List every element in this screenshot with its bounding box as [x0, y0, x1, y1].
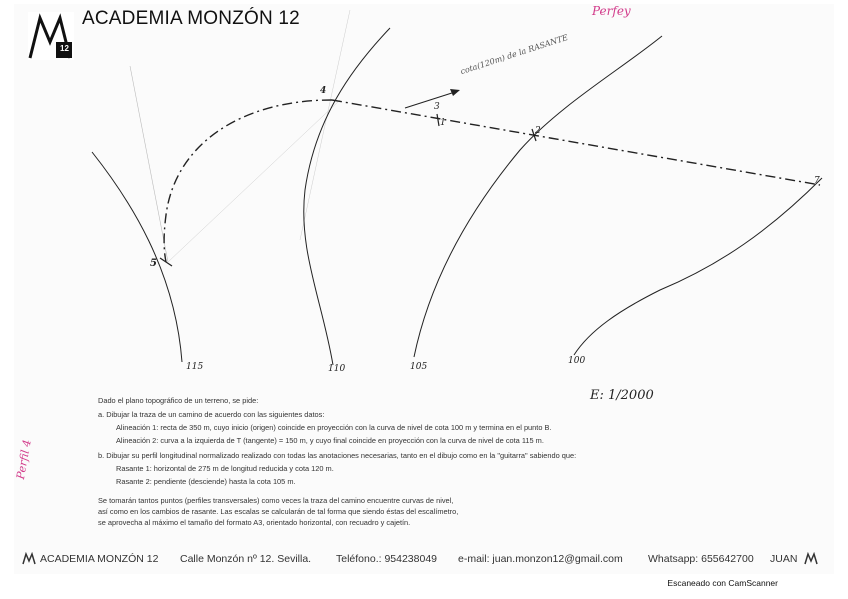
contour-label-110: 110 — [328, 364, 346, 374]
contour-100 — [574, 178, 822, 355]
road-alignment-straight — [332, 100, 820, 185]
construction-line — [300, 10, 350, 240]
footer-author-logo-icon — [804, 552, 818, 565]
contour-115 — [92, 152, 182, 362]
scale-label: E: 1/2000 — [590, 388, 654, 403]
note-rasante: cota(120m) de la RASANTE — [459, 32, 570, 77]
construction-line — [168, 100, 340, 262]
page-title: ACADEMIA MONZÓN 12 — [82, 8, 300, 29]
statement-intro: Dado el plano topográfico de un terreno, se pide: — [98, 396, 259, 405]
statement-a1: Alineación 1: recta de 350 m, cuyo inicio (origen) coincide en proyección con la curva de nivel de cota 100 m y termina en el punto B. — [116, 423, 552, 432]
note-arrowhead — [450, 89, 460, 96]
point-5: 5 — [150, 258, 157, 269]
point-7: 7 — [814, 176, 820, 186]
contour-label-105: 105 — [410, 362, 428, 372]
note-arrow — [405, 92, 455, 108]
footer-address: Calle Monzón nº 12. Sevilla. — [180, 553, 312, 565]
statement-a2: Alineación 2: curva a la izquierda de T (tangente) = 150 m, y cuyo final coincide en proyección con la curva de nivel de cota 115 m. — [116, 436, 544, 445]
scanner-watermark: Escaneado con CamScanner — [667, 578, 778, 588]
tag-top: Perfey — [592, 4, 631, 18]
point-1: 1 — [440, 118, 446, 128]
point-3: 3 — [434, 102, 440, 112]
contour-label-115: 115 — [186, 362, 204, 372]
statement-note2: así como en los cambios de rasante. Las escalas se calcularán de tal forma que siendo éstas del escalímetro, — [98, 507, 459, 516]
statement-b2: Rasante 2: pendiente (desciende) hasta la cota 105 m. — [116, 477, 296, 486]
footer-email: e-mail: juan.monzon12@gmail.com — [458, 553, 623, 565]
statement-note1: Se tomarán tantos puntos (perfiles transversales) como veces la traza del camino encuentre curvas de nivel, — [98, 496, 454, 505]
logo-badge: 12 — [60, 44, 69, 53]
statement-note3: se aprovecha al máximo el tamaño del formato A3, orientado horizontal, con recuadro y cajetín. — [98, 518, 411, 527]
point-4: 4 — [320, 86, 327, 96]
footer-phone: Teléfono.: 954238049 — [336, 553, 438, 565]
statement-b: b. Dibujar su perfil longitudinal normalizado realizado con todas las anotaciones necesarias, tanto en el dibujo como en la "guitarra" sabiendo que: — [98, 451, 577, 460]
contour-label-100: 100 — [568, 356, 586, 366]
tag-side: Perfil 4 — [14, 438, 34, 481]
statement-a: a. Dibujar la traza de un camino de acuerdo con las siguientes datos: — [98, 410, 325, 419]
statement-b1: Rasante 1: horizontal de 275 m de longitud reducida y cota 120 m. — [116, 464, 334, 473]
construction-line — [130, 66, 168, 262]
contour-110 — [304, 28, 390, 365]
footer-whatsapp: Whatsapp: 655642700 — [648, 553, 754, 565]
footer-author: JUAN — [770, 553, 798, 565]
point-2: 2 — [535, 126, 541, 136]
footer-logo-icon — [22, 552, 36, 565]
footer-brand: ACADEMIA MONZÓN 12 — [40, 553, 159, 565]
point-mark — [437, 114, 439, 126]
